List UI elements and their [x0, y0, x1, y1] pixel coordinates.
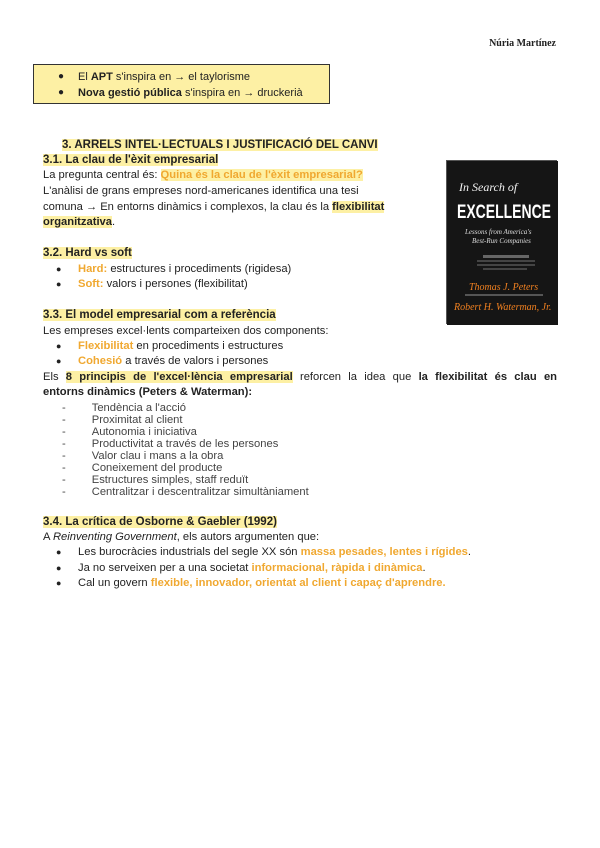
book-author-1: Thomas J. Peters	[469, 282, 539, 293]
book-title-line1: In Search of	[459, 180, 518, 194]
bullet-icon: ●	[56, 578, 62, 588]
paragraph-line: organitzativa.	[43, 216, 116, 228]
bullet-icon: ●	[56, 264, 62, 274]
author-name: Núria Martínez	[489, 38, 556, 49]
list-item: ● Hard: estructures i procediments (rigidesa)	[56, 263, 292, 275]
paragraph-line: entorns dinàmics (Peters & Waterman):	[43, 386, 253, 398]
principle-item: - Autonomia i iniciativa	[62, 426, 197, 438]
book-author-2: Robert H. Waterman, Jr.	[454, 302, 552, 313]
principle-item: - Estructures simples, staff reduït	[62, 474, 249, 486]
principle-item: - Proximitat al client	[62, 414, 183, 426]
paragraph-line: L'anàlisi de grans empreses nord-americanes identifica una tesi	[43, 185, 359, 197]
list-item: ● Ja no serveixen per a una societat informacional, ràpida i dinàmica.	[56, 562, 426, 574]
bullet-icon: ●	[58, 71, 65, 82]
paragraph-line: Els 8 principis de l'excel·lència empresarial reforcen la idea que la flexibilitat és clau en	[43, 371, 558, 383]
bullet-icon: ●	[56, 356, 62, 366]
principle-item: - Centralitzar i descentralitzar simultàniament	[62, 486, 309, 498]
bullet-icon: ●	[56, 279, 62, 289]
paragraph-line: A Reinventing Government, els autors argumenten que:	[43, 531, 320, 543]
paragraph-line: comuna → En entorns dinàmics i complexos, la clau és la flexibilitat	[43, 201, 385, 213]
heading-3-4: 3.4. La crítica de Osborne & Gaebler (1992)	[43, 516, 277, 528]
book-subtitle-line1: Lessons from America's	[465, 228, 532, 236]
principle-item: - Coneixement del producte	[62, 462, 223, 474]
book-cover-image	[446, 160, 557, 324]
heading-3-3: 3.3. El model empresarial com a referència	[43, 309, 276, 321]
principle-item: - Tendència a l'acció	[62, 402, 186, 414]
list-item: ● Cal un govern flexible, innovador, orientat al client i capaç d'aprendre.	[56, 577, 446, 589]
bullet-icon: ●	[56, 341, 62, 351]
bullet-icon: ●	[56, 563, 62, 573]
paragraph-line: La pregunta central és: Quina és la clau de l'èxit empresarial?	[43, 169, 363, 181]
book-subtitle-line2: Best-Run Companies	[472, 237, 531, 245]
heading-3-1: 3.1. La clau de l'èxit empresarial	[43, 154, 219, 166]
principle-item: - Valor clau i mans a la obra	[62, 450, 224, 462]
list-item: ● Les burocràcies industrials del segle XX són massa pesades, lentes i rígides.	[56, 546, 472, 558]
bullet-icon: ●	[58, 87, 65, 98]
list-item: ● Cohesió a través de valors i persones	[56, 355, 269, 367]
summary-item: ● Nova gestió pública s'inspira en → druckerià	[58, 87, 303, 99]
heading-3-2: 3.2. Hard vs soft	[43, 247, 132, 259]
section-title: 3. ARRELS INTEL·LECTUALS I JUSTIFICACIÓ DEL CANVI	[62, 139, 378, 151]
summary-box	[33, 64, 330, 104]
summary-item: ● El APT s'inspira en → el taylorisme	[58, 71, 251, 83]
list-item: ● Soft: valors i persones (flexibilitat)	[56, 278, 248, 290]
bullet-icon: ●	[56, 547, 62, 557]
paragraph-line: Les empreses excel·lents comparteixen dos components:	[43, 325, 329, 337]
list-item: ● Flexibilitat en procediments i estructures	[56, 340, 284, 352]
book-cover-art	[447, 161, 558, 325]
principle-item: - Productivitat a través de les persones	[62, 438, 279, 450]
book-title-line2: EXCELLENCE	[457, 202, 551, 223]
